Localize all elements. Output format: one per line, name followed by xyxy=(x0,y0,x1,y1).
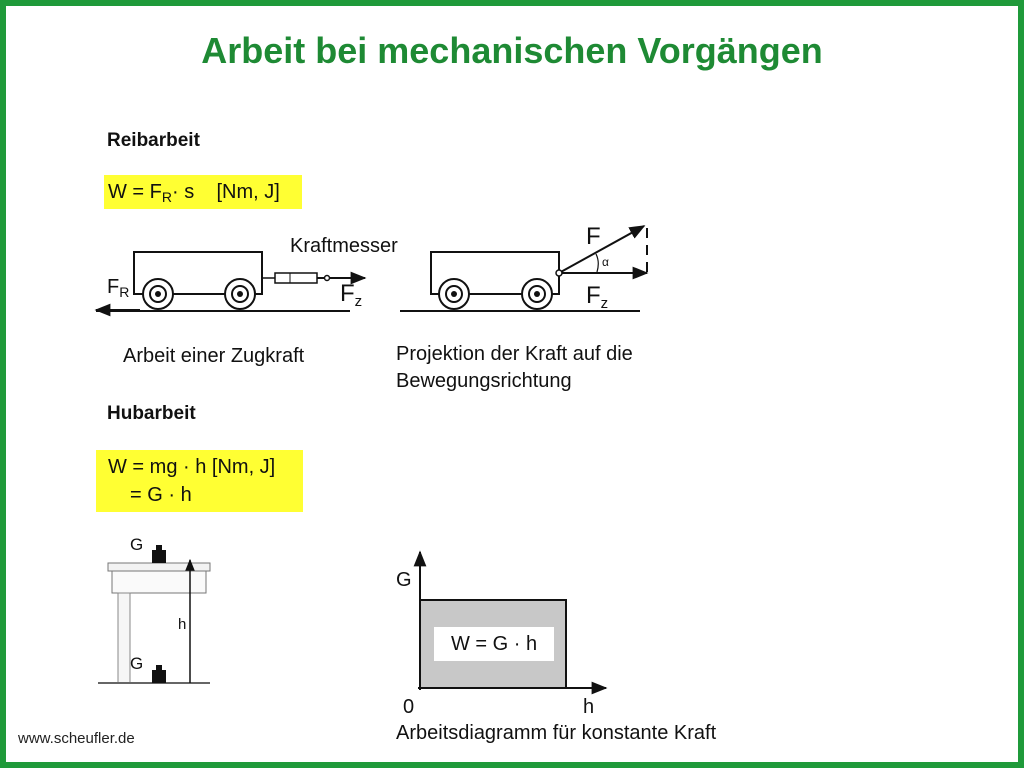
lift-illustration xyxy=(98,545,210,683)
kraftmesser-icon xyxy=(275,273,317,283)
diagram-x-label: h xyxy=(583,696,595,718)
label-g-bottom: G xyxy=(130,654,144,673)
heading-hubarbeit: Hubarbeit xyxy=(107,403,196,424)
footer-url: www.scheufler.de xyxy=(18,730,135,747)
formula-s: · s xyxy=(172,181,195,203)
table-leg xyxy=(118,593,130,683)
work-formula-label: W = G · h xyxy=(434,627,554,661)
work-diagram xyxy=(418,552,606,690)
formula-r-sub: R xyxy=(161,189,173,205)
angle-arc xyxy=(596,254,598,272)
label-f-proj: F xyxy=(586,223,601,250)
fz-left-letter: F xyxy=(340,280,355,307)
caption-projektion-2: Bewegungsrichtung xyxy=(396,370,572,392)
label-alpha: α xyxy=(602,255,609,269)
weight-bottom-icon xyxy=(152,670,166,683)
heading-reibarbeit: Reibarbeit xyxy=(107,130,200,151)
diagram-origin: 0 xyxy=(403,696,415,718)
fz-right-sub: z xyxy=(600,295,609,312)
diagram-y-label: G xyxy=(396,569,412,591)
table-top xyxy=(108,563,210,571)
cart-right xyxy=(400,226,647,311)
label-g-top: G xyxy=(130,535,144,554)
arrow-f-oblique xyxy=(559,226,644,273)
fz-left-sub: z xyxy=(354,293,363,310)
slide-title: Arbeit bei mechanischen Vorgängen xyxy=(201,30,823,71)
caption-zugkraft: Arbeit einer Zugkraft xyxy=(123,345,305,367)
caption-projektion-1: Projektion der Kraft auf die xyxy=(396,343,633,365)
formula-hub-line1: W = mg · h [Nm, J] xyxy=(108,456,276,478)
label-kraftmesser: Kraftmesser xyxy=(290,235,398,257)
formula-w: W = F xyxy=(108,181,162,203)
weight-top-icon xyxy=(152,550,166,563)
formula-unit: [Nm, J] xyxy=(216,181,280,203)
diagram-caption: Arbeitsdiagramm für konstante Kraft xyxy=(396,722,717,744)
label-h-height: h xyxy=(178,616,187,633)
fr-letter: F xyxy=(107,276,120,298)
fr-sub: R xyxy=(119,284,130,300)
formula-hub-line2: = G · h xyxy=(130,484,192,506)
fz-right-letter: F xyxy=(586,282,601,309)
cart-left xyxy=(96,252,365,311)
